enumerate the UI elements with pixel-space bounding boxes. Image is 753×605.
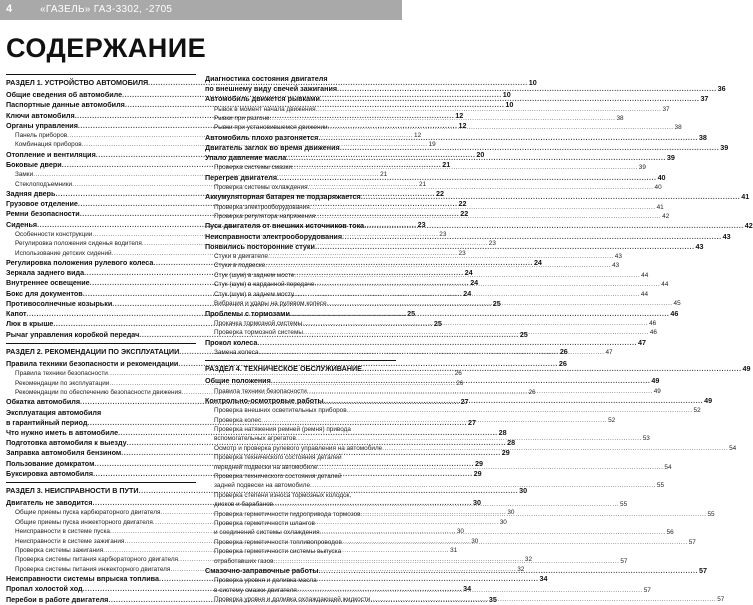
toc-entry-title: Органы управления: [6, 120, 78, 130]
toc-page-number: 39: [666, 153, 675, 163]
toc-page-number: 25: [433, 319, 442, 329]
toc-entry-title: Грузовое отделение: [6, 199, 78, 209]
toc-dot-leader: [308, 183, 654, 192]
toc-entry-title: Проверка системы охлаждения: [214, 184, 308, 192]
toc-entry-title: Использование детских сидений: [15, 249, 112, 257]
toc-page-number: 20: [476, 149, 485, 159]
toc-page-number: 26: [558, 358, 567, 368]
toc-entry-title: Комбинация приборов: [15, 141, 82, 149]
toc-entry-title: Рывки при установившемся движении: [214, 124, 328, 132]
toc-page-number: 55: [656, 482, 664, 490]
toc-entry-title: Проверка колес: [214, 416, 262, 424]
toc-dot-leader: [310, 203, 656, 212]
toc-dot-leader: [296, 434, 642, 443]
toc-page-number: 46: [649, 329, 657, 337]
toc-entry-title: Проверка технического состояния деталей: [214, 473, 342, 480]
toc-dot-leader: [314, 280, 660, 289]
toc-page-number: 57: [643, 586, 651, 594]
toc-entry-title: Бокс для документов: [6, 288, 83, 298]
toc-page-number: 31: [450, 546, 458, 554]
toc-page-number: 29: [473, 468, 482, 478]
toc-entry-title: Капот: [6, 309, 27, 319]
toc-dot-leader: [292, 163, 638, 172]
toc-entry-title: Обкатка автомобиля: [6, 397, 81, 407]
toc-page-number: 23: [439, 230, 447, 238]
toc-entry-title: Общие положения: [205, 376, 271, 386]
toc-entry-title: Двигатель не заводится: [6, 498, 93, 508]
toc-entry-title: Люк в крыше: [6, 319, 54, 329]
toc-entry[interactable]: [205, 576, 396, 585]
toc-dot-leader: [370, 595, 716, 604]
toc-page-number: 46: [649, 319, 657, 327]
toc-page-number: 12: [455, 110, 464, 120]
toc-page-number: 30: [499, 518, 507, 526]
toc-page-number: 19: [428, 141, 436, 149]
toc-page-number: 44: [641, 271, 649, 279]
page-title: СОДЕРЖАНИЕ: [6, 33, 207, 63]
toc-page-number: 12: [458, 120, 467, 130]
toc-entry-title: и соединений системы охлаждения: [214, 529, 320, 537]
toc-entry-title: Проверка герметичности гидропривода тормозов: [214, 510, 361, 518]
toc-entry-title: отработавших газов: [214, 557, 274, 565]
toc-page-number: 29: [501, 448, 510, 458]
toc-entry-title: Перебои в работе двигателя: [6, 594, 109, 604]
toc-dot-leader: [340, 143, 720, 153]
toc-page-number: 44: [661, 281, 669, 289]
toc-dot-leader: [347, 406, 693, 415]
toc-page-number: 38: [674, 124, 682, 132]
toc-page-number: 21: [380, 171, 388, 179]
toc-entry-title: Общие приемы пуска карбюраторного двигателя: [15, 509, 161, 517]
toc-page-number: 53: [642, 435, 650, 443]
toc-entry-title: РАЗДЕЛ 3. НЕИСПРАВНОСТИ В ПУТИ: [6, 485, 139, 495]
toc-page-number: 32: [524, 556, 533, 564]
toc-dot-leader: [337, 84, 717, 94]
toc-page-number: 22: [436, 189, 445, 199]
toc-entry[interactable]: [205, 472, 396, 481]
toc-entry-title: Перегрев двигателя: [205, 172, 278, 182]
toc-page-number: 24: [533, 258, 542, 268]
toc-entry-title: Проверка системы зажигания: [15, 546, 104, 554]
toc-page-number: 46: [670, 308, 679, 318]
toc-entry-title: Упало давление масла: [205, 153, 287, 163]
toc-entry-title: Проверка натяжения ремней (ремня) привода: [214, 425, 351, 433]
toc-dot-leader: [342, 232, 722, 242]
toc-entry-title: Ремни безопасности: [6, 209, 80, 219]
toc-page-number: 25: [407, 309, 416, 319]
toc-page-number: 55: [620, 501, 628, 509]
toc-entry-title: Заправка автомобиля бензином: [6, 448, 122, 458]
toc-entry-title: Контрольно-осмотровые работы: [205, 395, 324, 405]
toc-page-number: 41: [656, 203, 664, 211]
toc-entry-title: Осмотр и проверка рулевого управления на автомобиле: [214, 444, 383, 452]
toc-entry-title: Зеркала заднего вида: [6, 268, 85, 278]
toc-entry-title: Проверка уровня и доливка масла: [214, 577, 317, 585]
toc-entry-title: Пуск двигателя от внешних источников тока: [205, 221, 365, 231]
toc-dot-leader: [320, 528, 666, 537]
toc-dot-leader: [265, 261, 611, 270]
toc-page-number: 36: [717, 84, 726, 94]
toc-page-number: 23: [458, 249, 466, 257]
toc-page-number: 41: [741, 192, 750, 202]
toc-page-number: 49: [704, 395, 713, 405]
toc-page-number: 28: [498, 427, 507, 437]
toc-page-number: 52: [693, 407, 701, 415]
toc-page-number: 47: [605, 348, 613, 356]
toc-entry[interactable]: [205, 425, 396, 434]
toc-dot-leader: [273, 500, 619, 509]
toc-dot-leader: [257, 338, 637, 348]
toc-dot-leader: [327, 299, 673, 308]
toc-page-number: 22: [458, 199, 467, 209]
toc-dot-leader: [328, 120, 674, 132]
toc-entry-title: Проверка уровня и доливка охлаждающей жидкости: [214, 596, 371, 604]
toc-entry-title: дисков и барабанов: [214, 501, 274, 509]
toc-page-number: 34: [463, 584, 472, 594]
toc-page-number: 27: [460, 397, 469, 407]
toc-entry-title: Внутреннее освещение: [6, 278, 90, 288]
toc-page-number: 56: [666, 529, 674, 537]
toc-dot-leader: [310, 481, 656, 490]
toc-entry-title: Проверка герметичности топливопроводов: [214, 538, 342, 546]
toc-dot-leader: [286, 153, 666, 163]
toc-entry-title: Смазочно-заправочные работы: [205, 566, 319, 576]
toc-entry-title: Задняя дверь: [6, 189, 56, 199]
toc-entry-title: Проверка герметичности системы выпуска: [214, 548, 342, 556]
toc-dot-leader: [316, 105, 662, 114]
toc-page-number: 28: [507, 438, 516, 448]
toc-page-number: 42: [744, 221, 753, 231]
toc-entry-title: Рычаг управления коробкой передач: [6, 329, 140, 339]
toc-entry-title: вспомогательных агрегатов: [214, 435, 296, 443]
toc-page-number: 55: [707, 510, 715, 518]
toc-entry-title: Регулировка положения рулевого колеса: [6, 258, 154, 268]
toc-page-number: 54: [664, 463, 672, 471]
toc-dot-leader: [268, 252, 614, 261]
toc-entry-title: задней подвески на автомобиле: [214, 482, 310, 490]
toc-entry-title: Стук (шум) в карданной передаче: [214, 281, 315, 289]
toc-dot-leader: [297, 586, 643, 595]
toc-entry-title: РАЗДЕЛ 1. УСТРОЙСТВО АВТОМОБИЛЯ: [6, 78, 149, 87]
toc-dot-leader: [315, 242, 695, 252]
toc-entry-title: Вибрация и удары на рулевом колесе: [214, 300, 327, 308]
toc-page-number: 54: [729, 444, 737, 452]
toc-page-number: 10: [505, 100, 514, 110]
toc-entry-title: Неисправности в системе зажигания: [15, 537, 125, 545]
toc-page-number: 34: [539, 574, 548, 584]
toc-page-number: 57: [688, 538, 696, 546]
toc-page-number: 30: [456, 528, 464, 536]
toc-dot-leader: [294, 290, 640, 299]
toc-entry-title: Панель приборов: [15, 132, 68, 140]
toc-page-number: 37: [700, 94, 709, 104]
toc-page-number: 12: [414, 132, 422, 140]
toc-page-number: 24: [470, 278, 479, 288]
toc-page-number: 38: [616, 115, 624, 123]
toc-entry-title: Стук (шум) в заднем мосту: [214, 290, 295, 298]
toc-entry-title: Пользование домкратом: [6, 458, 95, 468]
toc-page-number: 25: [519, 329, 528, 339]
toc-page-number: 44: [640, 290, 649, 298]
toc-entry-title: по внешнему виду свечей зажигания: [205, 84, 338, 94]
toc-dot-leader: [294, 271, 640, 280]
running-title: «ГАЗЕЛЬ» ГАЗ-3302, -2705: [40, 4, 173, 15]
toc-entry-title: Общие приемы пуска инжекторного двигателя: [15, 518, 153, 526]
toc-page-number: 24: [464, 268, 473, 278]
toc-entry-title: Проверка технического состояния деталей: [214, 454, 342, 462]
toc-page-number: 43: [612, 262, 620, 270]
toc-entry-title: Отопление и вентиляция: [6, 149, 96, 159]
toc-entry-title: Неисправности в системе пуска: [15, 528, 110, 536]
toc-entry-title: Регулировка положения сиденья водителя: [15, 240, 142, 248]
toc-dot-leader: [307, 387, 653, 396]
toc-entry-title: Проверка степени износа тормозных колодок,: [214, 491, 352, 499]
toc-dot-leader: [342, 538, 688, 547]
page-header: [0, 0, 402, 20]
toc-entry-title: Сиденья: [6, 219, 38, 229]
toc-entry[interactable]: [205, 519, 396, 528]
toc-entry-title: Двигатель заглох во время движения: [205, 143, 340, 153]
toc-entry-title: Проверка тормозной системы: [214, 329, 303, 337]
toc-dot-leader: [315, 212, 661, 221]
toc-page-number: 49: [651, 376, 660, 386]
toc-entry-title: Появились посторонние стуки: [205, 241, 315, 251]
toc-entry-title: РАЗДЕЛ 4. ТЕХНИЧЕСКОЕ ОБСЛУЖИВАНИЕ: [205, 364, 362, 374]
toc-dot-leader: [270, 114, 616, 123]
toc-dot-leader: [290, 309, 670, 319]
toc-entry-title: Проверка системы питания карбюраторного двигателя: [15, 556, 179, 564]
toc-entry[interactable]: [205, 491, 396, 500]
toc-entry-title: в систему смазки двигателя: [214, 586, 297, 594]
toc-page-number: 52: [608, 416, 616, 424]
toc-page-number: 30: [471, 537, 479, 545]
toc-page-number: 21: [442, 160, 451, 170]
toc-dot-leader: [362, 364, 742, 374]
toc-dot-leader: [259, 348, 605, 357]
toc-entry-title: Автомобиль движется рывками: [205, 94, 320, 104]
toc-page-number: 37: [662, 105, 670, 113]
toc-entry-title: передней подвески на автомобиле: [214, 463, 318, 471]
toc-entry-title: Проблемы с тормозами: [205, 308, 290, 318]
toc-page-number: 30: [473, 498, 482, 508]
toc-dot-leader: [277, 173, 657, 183]
toc-dot-leader: [318, 463, 664, 472]
toc-page-number: 21: [419, 180, 427, 188]
toc-entry-title: Неисправности системы впрыска топлива: [6, 574, 159, 584]
toc-page-number: 26: [528, 388, 536, 396]
toc-page-number: 30: [519, 485, 528, 495]
toc-entry-title: Стук (шум) в заднем мосте: [214, 271, 295, 279]
toc-entry-title: Прокол колеса: [205, 337, 258, 347]
toc-entry[interactable]: [205, 337, 646, 348]
toc-entry-title: Противосолнечные козырьки: [6, 298, 113, 308]
toc-page-number: 57: [699, 566, 708, 576]
toc-entry-title: Что нужно иметь в автомобиле: [6, 427, 119, 437]
toc-entry-title: Проверка системы смазки: [214, 164, 292, 172]
toc-entry-title: Эксплуатация автомобиля: [6, 407, 102, 417]
toc-page-number: 32: [517, 565, 525, 573]
toc-page-number: 23: [488, 240, 496, 248]
toc-page-number: 27: [467, 417, 476, 427]
toc-dot-leader: [324, 396, 704, 406]
toc-entry-title: Диагностика состояния двигателя: [205, 74, 328, 83]
toc-page-number: 26: [456, 379, 464, 387]
toc-entry[interactable]: [6, 408, 196, 418]
toc-entry-title: Боковые двери: [6, 160, 62, 170]
toc-page-number: 43: [695, 241, 704, 251]
toc-entry-title: Автомобиль плохо разгоняется: [205, 132, 319, 142]
toc-page-number: 23: [417, 219, 426, 229]
toc-entry-title: Рывки при разгоне: [214, 115, 270, 123]
toc-dot-leader: [364, 221, 744, 231]
toc-dot-leader: [273, 557, 619, 566]
toc-entry-title: Правила техники безопасности: [15, 370, 108, 378]
toc-page-number: 47: [637, 337, 646, 347]
toc-entry-title: Замки: [15, 171, 34, 179]
toc-entry-title: Правила техники безопасности: [214, 387, 307, 395]
toc-page-number: 49: [653, 387, 661, 395]
toc-entry-title: Особенности конструкции: [15, 230, 93, 238]
toc-entry[interactable]: [205, 84, 726, 94]
toc-dot-leader: [320, 94, 700, 104]
toc-dot-leader: [318, 566, 698, 576]
toc-dot-leader: [303, 328, 649, 337]
toc-entry-title: Стеклоподъемники: [15, 180, 73, 188]
toc-entry-title: Рывок в момент начала движения: [214, 105, 316, 113]
toc-entry-title: Прокачка тормозной системы: [214, 319, 303, 327]
toc-entry-title: Подготовка автомобиля к выезду: [6, 438, 127, 448]
toc-entry-title: Замена колеса: [214, 348, 259, 356]
toc-page-number: 45: [673, 300, 681, 308]
toc-entry[interactable]: [205, 453, 396, 462]
toc-entry-title: Проверка электрооборудования: [214, 203, 310, 211]
toc-dot-leader: [318, 133, 698, 143]
toc-page-number: 42: [662, 213, 670, 221]
toc-entry-title: Буксировка автомобиля: [6, 468, 94, 478]
toc-entry-title: Стуки в двигателе: [214, 253, 268, 261]
toc-page-number: 29: [474, 458, 483, 468]
toc-page-number: 57: [620, 557, 628, 565]
toc-dot-leader: [271, 376, 651, 386]
toc-dot-leader: [302, 319, 648, 328]
toc-page-number: 39: [720, 143, 729, 153]
toc-page-number: 26: [559, 346, 568, 356]
toc-entry-title: Проверка регулятора напряжения: [214, 213, 316, 221]
toc-entry-title: в гарантийный период: [6, 417, 88, 427]
toc-dot-leader: [261, 416, 607, 425]
toc-page-number: 49: [742, 364, 751, 374]
toc-entry-title: Аккумуляторная батарея не подзаряжается: [205, 192, 361, 202]
toc-page-number: 43: [722, 231, 731, 241]
toc-page-number: 10: [528, 78, 537, 87]
toc-page-number: 39: [638, 164, 646, 172]
toc-entry-title: Пропал холостой ход: [6, 584, 83, 594]
page-number: 4: [6, 3, 13, 15]
toc-entry-title: Проверка внешних осветительных приборов: [214, 407, 347, 415]
toc-entry-title: Проверка системы питания инжекторного двигателя: [15, 565, 171, 573]
toc-page-number: 24: [463, 288, 472, 298]
toc-page-number: 38: [698, 132, 707, 142]
toc-entry-title: Ключи автомобиля: [6, 110, 75, 120]
toc-page-number: 35: [488, 594, 497, 604]
toc-entry-title: Паспортные данные автомобиля: [6, 100, 125, 110]
toc-dot-leader: [361, 192, 741, 202]
toc-dot-leader: [382, 444, 728, 453]
toc-page-number: 40: [657, 172, 666, 182]
toc-page-number: 22: [460, 209, 469, 219]
toc-entry-title: Рекомендации по эксплуатации: [15, 379, 110, 387]
toc-page-number: 25: [492, 298, 501, 308]
toc-entry[interactable]: [205, 406, 701, 415]
toc-entry-title: Неисправности электрооборудования: [205, 231, 343, 241]
toc-page-number: 57: [717, 596, 725, 604]
toc-entry-title: РАЗДЕЛ 2. РЕКОМЕНДАЦИИ ПО ЭКСПЛУАТАЦИИ: [6, 346, 180, 356]
toc-entry[interactable]: [205, 172, 666, 183]
toc-entry[interactable]: [205, 547, 396, 556]
toc-page-number: 30: [507, 509, 515, 517]
toc-dot-leader: [361, 510, 707, 519]
toc-entry-title: Правила техники безопасности и рекомендации: [6, 358, 179, 368]
toc-page-number: 40: [654, 184, 662, 192]
toc-entry-title: Стуки в подвеске: [214, 262, 266, 270]
toc-page-number: 10: [502, 90, 511, 100]
toc-page-number: 26: [454, 370, 462, 378]
toc-entry[interactable]: [205, 74, 396, 84]
toc-entry-title: Общие сведения об автомобиле: [6, 90, 123, 100]
toc-entry-title: Проверка герметичности шлангов: [214, 520, 315, 528]
toc-entry-title: Рекомендации по обеспечению безопасности движения: [15, 388, 182, 396]
toc-page-number: 43: [614, 253, 622, 261]
